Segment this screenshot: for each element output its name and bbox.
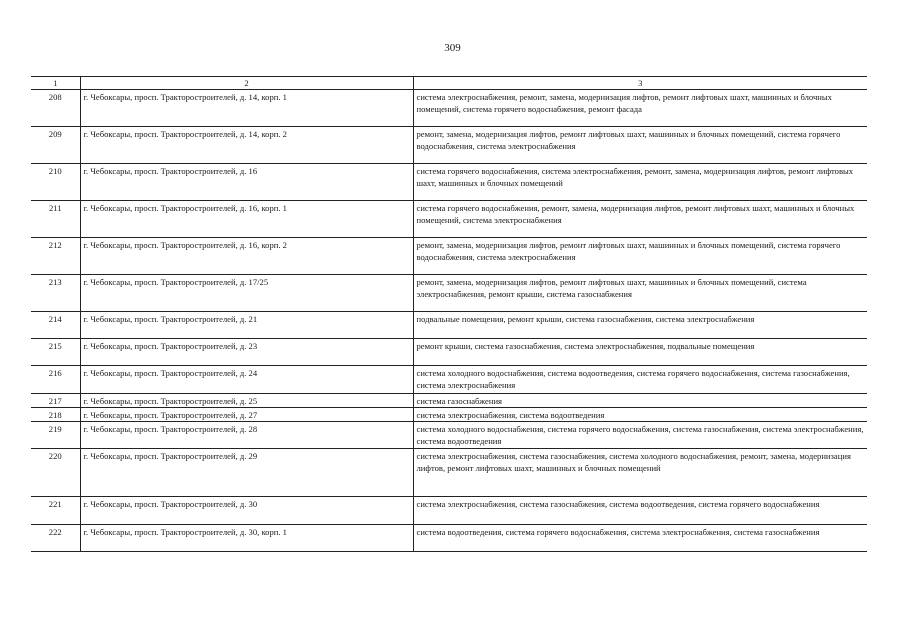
row-works: система электроснабжения, система водоотведения bbox=[413, 408, 867, 422]
row-number: 218 bbox=[31, 408, 80, 422]
row-address: г. Чебоксары, просп. Тракторостроителей, д. 14, корп. 2 bbox=[80, 127, 413, 164]
row-address: г. Чебоксары, просп. Тракторостроителей, д. 27 bbox=[80, 408, 413, 422]
row-number: 214 bbox=[31, 312, 80, 339]
row-address: г. Чебоксары, просп. Тракторостроителей, д. 14, корп. 1 bbox=[80, 90, 413, 127]
row-works: ремонт, замена, модернизация лифтов, ремонт лифтовых шахт, машинных и блочных помещений, система горячего водоснабжения, система электроснабжения bbox=[413, 238, 867, 275]
row-number: 210 bbox=[31, 164, 80, 201]
row-number: 213 bbox=[31, 275, 80, 312]
table-row bbox=[31, 339, 867, 366]
row-address: г. Чебоксары, просп. Тракторостроителей, д. 25 bbox=[80, 394, 413, 408]
row-address: г. Чебоксары, просп. Тракторостроителей, д. 23 bbox=[80, 339, 413, 366]
row-address: г. Чебоксары, просп. Тракторостроителей, д. 29 bbox=[80, 449, 413, 497]
row-number: 222 bbox=[31, 525, 80, 552]
row-address: г. Чебоксары, просп. Тракторостроителей, д. 30, корп. 1 bbox=[80, 525, 413, 552]
table-row bbox=[31, 90, 867, 127]
row-works: ремонт, замена, модернизация лифтов, ремонт лифтовых шахт, машинных и блочных помещений, система электроснабжения, ремонт крыши, система газоснабжения bbox=[413, 275, 867, 312]
table-row bbox=[31, 366, 867, 394]
row-address: г. Чебоксары, просп. Тракторостроителей, д. 16, корп. 1 bbox=[80, 201, 413, 238]
registry-table bbox=[31, 76, 867, 552]
row-works: ремонт крыши, система газоснабжения, система электроснабжения, подвальные помещения bbox=[413, 339, 867, 366]
row-number: 215 bbox=[31, 339, 80, 366]
row-number: 220 bbox=[31, 449, 80, 497]
row-number: 208 bbox=[31, 90, 80, 127]
table-row bbox=[31, 127, 867, 164]
row-address: г. Чебоксары, просп. Тракторостроителей, д. 16, корп. 2 bbox=[80, 238, 413, 275]
table-row bbox=[31, 164, 867, 201]
row-works: система водоотведения, система горячего водоснабжения, система электроснабжения, система газоснабжения bbox=[413, 525, 867, 552]
row-works: ремонт, замена, модернизация лифтов, ремонт лифтовых шахт, машинных и блочных помещений, система горячего водоснабжения, система электроснабжения bbox=[413, 127, 867, 164]
row-works: система холодного водоснабжения, система горячего водоснабжения, система газоснабжения, система электроснабжения, система водоотведения bbox=[413, 422, 867, 449]
column-header-number: 1 bbox=[31, 77, 80, 90]
row-number: 216 bbox=[31, 366, 80, 394]
row-address: г. Чебоксары, просп. Тракторостроителей, д. 24 bbox=[80, 366, 413, 394]
row-works: система горячего водоснабжения, ремонт, замена, модернизация лифтов, ремонт лифтовых шахт, машинных и блочных помещений, система электроснабжения bbox=[413, 201, 867, 238]
row-works: система электроснабжения, система газоснабжения, система водоотведения, система горячего водоснабжения bbox=[413, 497, 867, 525]
row-number: 217 bbox=[31, 394, 80, 408]
row-number: 221 bbox=[31, 497, 80, 525]
row-number: 212 bbox=[31, 238, 80, 275]
table-header-row bbox=[31, 77, 867, 90]
row-number: 209 bbox=[31, 127, 80, 164]
table-row bbox=[31, 497, 867, 525]
row-address: г. Чебоксары, просп. Тракторостроителей, д. 30 bbox=[80, 497, 413, 525]
row-works: система электроснабжения, ремонт, замена, модернизация лифтов, ремонт лифтовых шахт, машинных и блочных помещений, система горячего водоснабжения, ремонт фасада bbox=[413, 90, 867, 127]
row-works: система электроснабжения, система газоснабжения, система холодного водоснабжения, ремонт, замена, модернизация лифтов, ремонт лифтовых шахт, машинных и блочных помещений bbox=[413, 449, 867, 497]
row-number: 211 bbox=[31, 201, 80, 238]
table-row bbox=[31, 394, 867, 408]
row-number: 219 bbox=[31, 422, 80, 449]
row-works: подвальные помещения, ремонт крыши, система газоснабжения, система электроснабжения bbox=[413, 312, 867, 339]
table-row bbox=[31, 312, 867, 339]
row-address: г. Чебоксары, просп. Тракторостроителей, д. 28 bbox=[80, 422, 413, 449]
column-header-works: 3 bbox=[413, 77, 867, 90]
page-number: 309 bbox=[444, 42, 461, 54]
table-row bbox=[31, 201, 867, 238]
table-row bbox=[31, 275, 867, 312]
row-address: г. Чебоксары, просп. Тракторостроителей, д. 21 bbox=[80, 312, 413, 339]
row-works: система газоснабжения bbox=[413, 394, 867, 408]
table-row bbox=[31, 449, 867, 497]
column-header-address: 2 bbox=[80, 77, 413, 90]
table-row bbox=[31, 408, 867, 422]
row-works: система холодного водоснабжения, система водоотведения, система горячего водоснабжения, система газоснабжения, система электроснабжения bbox=[413, 366, 867, 394]
table-row bbox=[31, 525, 867, 552]
table-row bbox=[31, 238, 867, 275]
row-address: г. Чебоксары, просп. Тракторостроителей, д. 17/25 bbox=[80, 275, 413, 312]
row-works: система горячего водоснабжения, система электроснабжения, ремонт, замена, модернизация лифтов, ремонт лифтовых шахт, машинных и блочных помещений bbox=[413, 164, 867, 201]
row-address: г. Чебоксары, просп. Тракторостроителей, д. 16 bbox=[80, 164, 413, 201]
table-row bbox=[31, 422, 867, 449]
